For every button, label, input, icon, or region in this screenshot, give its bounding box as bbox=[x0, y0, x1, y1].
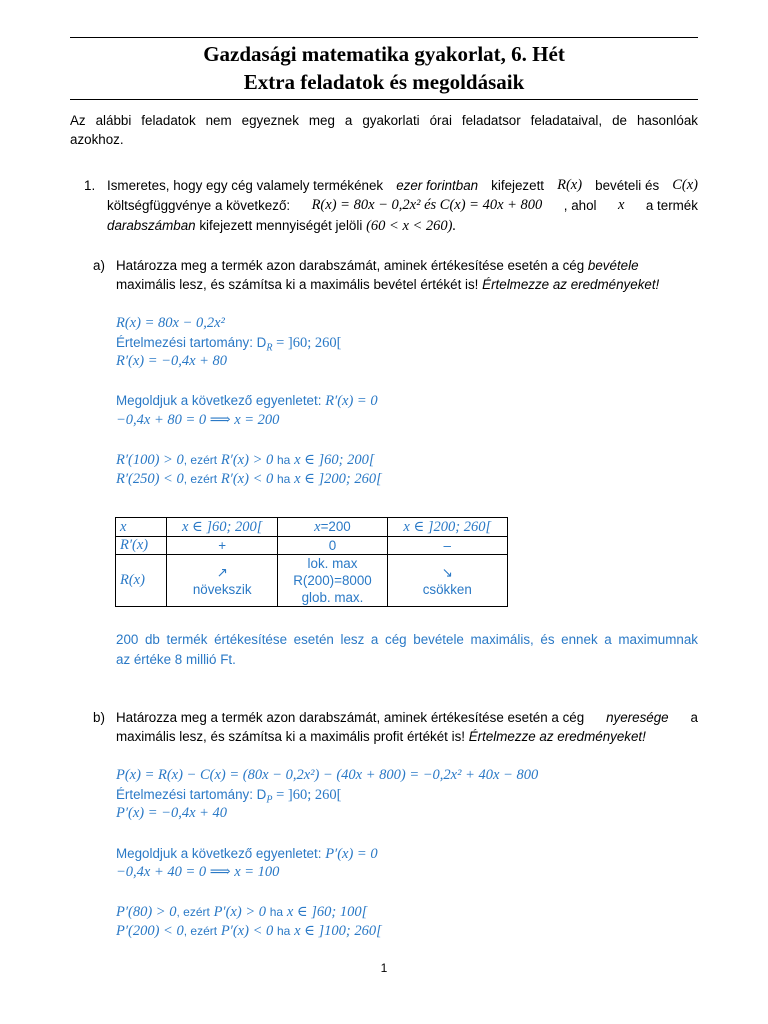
math-expression: R′(x) > 0 bbox=[220, 452, 274, 468]
part-b-question-line-2 bbox=[116, 727, 646, 746]
math-expression: R′(250) < 0 bbox=[116, 471, 184, 487]
revenue-derivative: R′(x) = −0,4x + 80 bbox=[116, 353, 228, 369]
part-a-conclusion-line-1: 200 db termék értékesítése esetén lesz a cég bevétele maximális, és ennek a maximumnak bbox=[116, 632, 698, 647]
statement-emphasis: ezer forintban bbox=[396, 178, 479, 193]
profit-sign-check-1 bbox=[116, 902, 367, 922]
domain-interval: = ]60; 260[ bbox=[272, 335, 342, 351]
sign-text: , ezért bbox=[183, 453, 218, 467]
title-line-1: Gazdasági matematika gyakorlat, 6. Hét bbox=[203, 42, 565, 66]
problem-number: 1. bbox=[84, 178, 96, 193]
math-expression: x ∈ ]60; 200[ bbox=[294, 452, 375, 468]
profit-derivative: P′(x) = −0,4x + 40 bbox=[116, 805, 228, 821]
statement-text: bevételi és bbox=[595, 178, 660, 193]
domain-interval: = ]60; 260[ bbox=[272, 787, 342, 803]
question-text: maximális lesz, és számítsa ki a maximális profit értékét is! bbox=[116, 729, 465, 744]
part-a-label: a) bbox=[93, 258, 105, 273]
table-cell: x=200 bbox=[278, 518, 387, 537]
table-cell: x ∈ ]60; 200[ bbox=[167, 518, 278, 537]
profit-equation-intro bbox=[116, 844, 378, 864]
math-expression: x bbox=[617, 197, 625, 213]
sign-table bbox=[115, 517, 508, 607]
sign-text: , ezért bbox=[183, 924, 218, 938]
math-expression: R(x) bbox=[557, 177, 583, 193]
math-expression: x ∈ ]60; 100[ bbox=[286, 904, 368, 920]
statement-text: költségfüggvénye a következő: bbox=[107, 198, 291, 213]
part-a-question-line-1 bbox=[116, 256, 639, 275]
decreasing-text: csökken bbox=[422, 581, 472, 597]
revenue-equation-intro bbox=[116, 391, 378, 411]
profit-equation-solution: −0,4x + 40 = 0 ⟹ x = 100 bbox=[116, 864, 280, 880]
table-cell: x ∈ ]200; 260[ bbox=[387, 518, 507, 537]
title-line-2: Extra feladatok és megoldásaik bbox=[243, 70, 525, 94]
question-emphasis: nyeresége bbox=[606, 710, 669, 725]
math-expression: C(x) bbox=[672, 177, 698, 193]
table-row bbox=[116, 555, 508, 607]
table-cell: x bbox=[116, 518, 167, 537]
revenue-function: R(x) = 80x − 0,2x² bbox=[116, 315, 225, 331]
revenue-equation-solution: −0,4x + 80 = 0 ⟹ x = 200 bbox=[116, 412, 280, 428]
table-cell bbox=[387, 555, 507, 607]
max-value-text: R(200)=8000 bbox=[293, 573, 372, 588]
domain-subscript: R bbox=[266, 342, 273, 354]
sign-text: , ezért bbox=[176, 905, 210, 919]
revenue-sign-check-1 bbox=[116, 450, 375, 470]
table-cell: R(x) bbox=[116, 555, 167, 607]
part-a-question-line-2 bbox=[116, 275, 659, 294]
increasing-text: növekszik bbox=[192, 581, 252, 597]
part-a-conclusion-line-2: az értéke 8 millió Ft. bbox=[116, 652, 236, 667]
page-number: 1 bbox=[380, 961, 388, 975]
question-text: a bbox=[690, 710, 698, 725]
table-cell: 0 bbox=[278, 537, 387, 555]
table-row bbox=[116, 518, 508, 537]
problem-statement-line-1 bbox=[107, 176, 698, 195]
math-expression: P′(80) > 0 bbox=[116, 904, 177, 920]
equation-expression: P′(x) = 0 bbox=[325, 846, 378, 862]
part-b-label: b) bbox=[93, 710, 105, 725]
statement-text: Ismeretes, hogy egy cég valamely termékének bbox=[107, 178, 384, 193]
math-expression: P′(x) > 0 bbox=[213, 904, 266, 920]
sign-text: ha bbox=[276, 924, 291, 938]
domain-label: Értelmezési tartomány: D bbox=[116, 335, 267, 350]
math-expression: (60 < x < 260). bbox=[366, 218, 457, 234]
table-cell: R′(x) bbox=[116, 537, 167, 555]
part-b-question-line-1 bbox=[116, 708, 698, 727]
intro-line-2: azokhoz. bbox=[70, 132, 124, 147]
problem-statement-line-2 bbox=[107, 196, 698, 215]
question-emphasis: Értelmezze az eredményeket! bbox=[468, 729, 646, 744]
profit-sign-check-2 bbox=[116, 921, 382, 941]
table-row bbox=[116, 537, 508, 555]
decreasing-arrow-icon: ↘ bbox=[441, 564, 453, 580]
revenue-sign-check-2 bbox=[116, 469, 382, 489]
domain-subscript: P bbox=[266, 794, 273, 806]
question-text: Határozza meg a termék azon darabszámát, aminek értékesítése esetén a cég bbox=[116, 258, 585, 273]
increasing-arrow-icon: ↗ bbox=[216, 564, 228, 580]
statement-text: a termék bbox=[645, 198, 698, 213]
equation-text: Megoldjuk a következő egyenletet: bbox=[116, 846, 322, 861]
sign-text: ha bbox=[276, 472, 291, 486]
math-expression: x ∈ ]200; 260[ bbox=[294, 471, 382, 487]
local-max-text: lok. max bbox=[307, 556, 358, 571]
statement-text: , ahol bbox=[563, 198, 597, 213]
table-cell bbox=[278, 555, 387, 607]
domain-label: Értelmezési tartomány: D bbox=[116, 787, 267, 802]
problem-statement-line-3 bbox=[107, 216, 456, 236]
equation-text: Megoldjuk a következő egyenletet: bbox=[116, 393, 322, 408]
question-text: Határozza meg a termék azon darabszámát, aminek értékesítése esetén a cég bbox=[116, 710, 585, 725]
global-max-text: glob. max. bbox=[301, 590, 364, 605]
table-cell: – bbox=[387, 537, 507, 555]
math-expression: x ∈ ]100; 260[ bbox=[294, 923, 382, 939]
intro-line-1: Az alábbi feladatok nem egyeznek meg a gyakorlati órai feladatsor feladataival, de hasonlóak bbox=[70, 113, 698, 128]
sign-text: , ezért bbox=[183, 472, 218, 486]
statement-text: kifejezett bbox=[491, 178, 545, 193]
math-expression: P′(x) < 0 bbox=[220, 923, 274, 939]
sign-text: ha bbox=[276, 453, 291, 467]
sign-text: ha bbox=[269, 905, 284, 919]
question-emphasis: Értelmezze az eredményeket! bbox=[482, 277, 660, 292]
table-cell: + bbox=[167, 537, 278, 555]
math-expression: R′(x) < 0 bbox=[220, 471, 274, 487]
math-expression: R(x) = 80x − 0,2x² és C(x) = 40x + 800 bbox=[311, 197, 543, 213]
equation-expression: R′(x) = 0 bbox=[325, 393, 378, 409]
question-text: maximális lesz, és számítsa ki a maximális bevétel értékét is! bbox=[116, 277, 479, 292]
question-emphasis: bevétele bbox=[587, 258, 639, 273]
top-rule bbox=[70, 37, 698, 38]
title-bottom-rule bbox=[70, 99, 698, 100]
profit-function: P(x) = R(x) − C(x) = (80x − 0,2x²) − (40x + 800) = −0,2x² + 40x − 800 bbox=[116, 767, 539, 783]
table-cell bbox=[167, 555, 278, 607]
math-expression: R′(100) > 0 bbox=[116, 452, 184, 468]
statement-text: kifejezett mennyiségét jelöli bbox=[199, 218, 363, 233]
math-expression: P′(200) < 0 bbox=[116, 923, 184, 939]
statement-emphasis: darabszámban bbox=[107, 218, 196, 233]
